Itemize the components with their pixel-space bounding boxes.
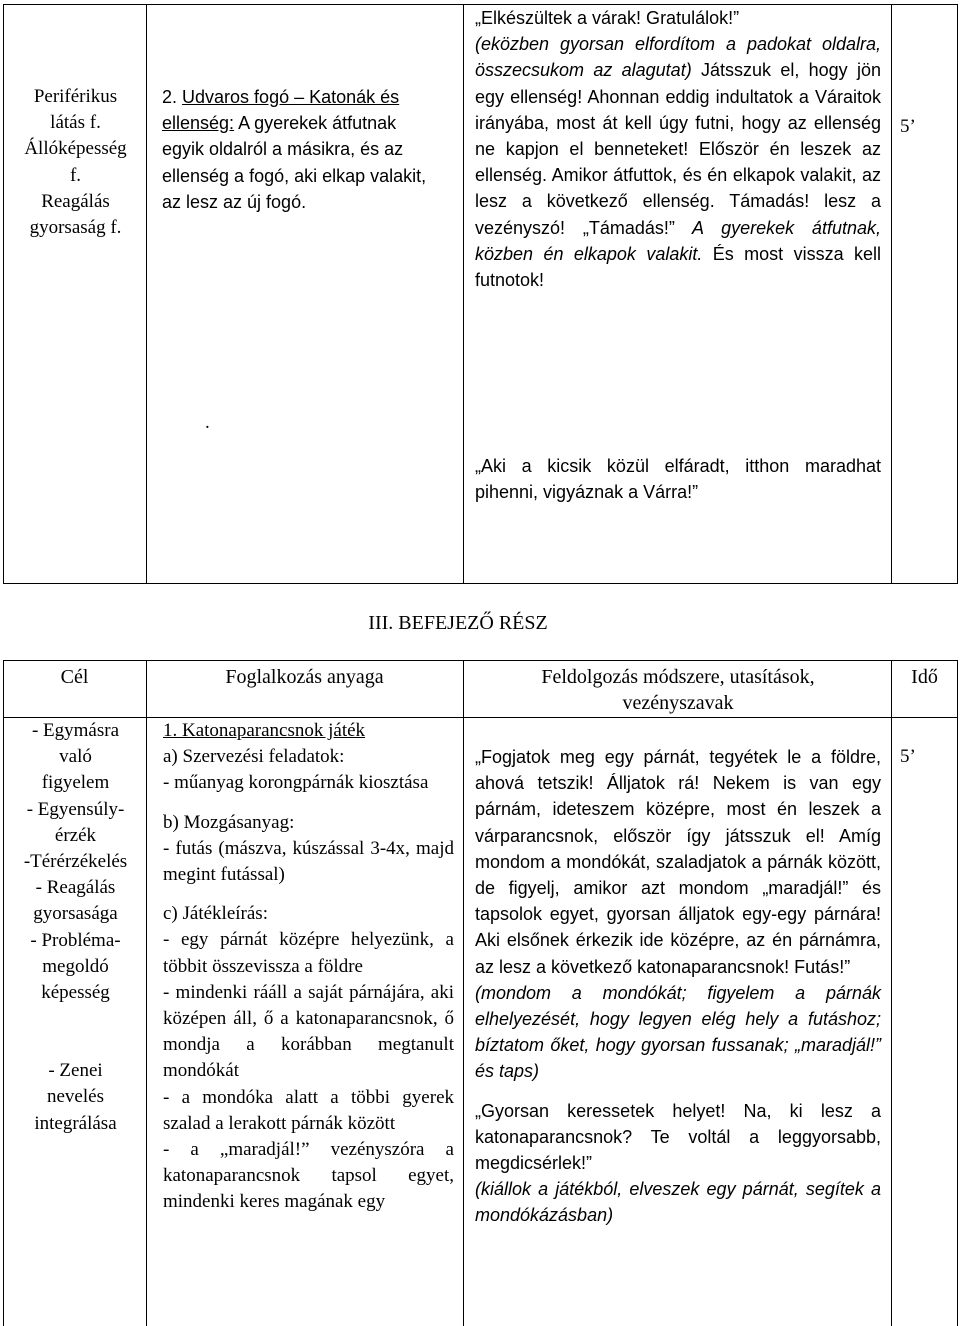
t2-header-material: Foglalkozás anyaga <box>225 666 384 688</box>
t2-col-divider-3 <box>891 660 892 1326</box>
t2-move-title: b) Mozgásanyag: <box>163 811 295 833</box>
t2-move-item: - futás (mászva, kúszással 3-4x, majd megint futással) <box>163 837 454 886</box>
t1-method-line1: „Elkészültek a várak! Gratulálok!” <box>475 8 740 28</box>
t2-goal-line: - Egyensúly- <box>26 798 125 820</box>
t2-goal-line: integrálása <box>34 1112 117 1134</box>
t1-dot: . <box>205 412 210 433</box>
spacer <box>163 888 454 901</box>
t1-material-cell <box>162 84 438 215</box>
t2-header-goal: Cél <box>60 666 89 688</box>
t2-goal-line: - Probléma- <box>30 929 121 951</box>
t1-method-cell <box>475 5 881 293</box>
t1-game-number: 2. <box>162 87 178 107</box>
t2-col-divider-2 <box>463 660 464 1326</box>
t2-header-divider <box>3 717 958 718</box>
section-title: III. BEFEJEZŐ RÉSZ <box>368 612 548 634</box>
t2-desc-item: - egy párnát középre helyezünk, a többit összevissza a földre <box>163 929 454 977</box>
t2-goal-line: - Egymásra <box>31 720 120 741</box>
t1-goal-line: f. <box>69 164 82 186</box>
spacer <box>475 1085 881 1098</box>
t2-time: 5’ <box>900 746 916 767</box>
t1-method-note: (eközben gyorsan elfordítom a padokat oldalra, összecsukom az alagutat) <box>475 34 881 81</box>
t2-goal-line: érzék <box>54 824 97 846</box>
t2-header-time: Idő <box>911 666 938 688</box>
t2-desc-item: - a „maradjál!” vezényszóra a katonaparancsnok tapsol egyet, mindenki keres magának egy <box>163 1139 454 1213</box>
t2-note1: (mondom a mondókát; figyelem a párnák elhelyezését, hogy legyen elég hely a futáshoz; bíztatom őket, hogy gyorsan fussanak; „maradjál!” és taps) <box>475 982 881 1082</box>
t1-goal-line: Reagálás <box>41 190 110 212</box>
t2-method-cell <box>475 744 881 1229</box>
t1-goal-line: Állóképesség <box>24 138 127 160</box>
t2-goals-cell <box>5 718 146 1137</box>
t2-material-title: 1. Katonaparancsnok játék <box>163 720 366 741</box>
t2-goal-line: nevelés <box>47 1086 104 1108</box>
t2-desc-title: c) Játékleírás: <box>163 903 268 925</box>
t2-desc-item: - mindenki rááll a saját párnájára, aki középen áll, ő a katonaparancsnok, ő mondja a korábban megtanult mondókát <box>163 981 454 1082</box>
t1-col-divider-3 <box>891 4 892 584</box>
t1-method-instructions: Játsszuk el, hogy jön egy ellenség! Ahonnan eddig indultatok a Váraitok irányába, most át kell úgy futni, hogy az ellenség ne kapjon el benneteket! Először én leszek az ellenség. Amikor átfuttok, és én elkapok valakit, az lesz a következő ellenség. Támadás! lesz a vezényszó! „Támadás!” <box>475 60 881 238</box>
t2-goal-line: gyorsasága <box>33 903 118 925</box>
t1-time: 5’ <box>900 116 916 137</box>
t2-goal-line: való <box>59 746 92 768</box>
t1-goal-line: látás f. <box>50 112 101 134</box>
t2-goal-line: képesség <box>41 982 110 1004</box>
t1-method-end: És most vissza kell futnotok! <box>475 243 881 291</box>
t1-goal-line: Periférikus <box>33 86 118 107</box>
t2-goal-line: -Térérzékelés <box>23 851 128 873</box>
t1-col-divider-2 <box>463 4 464 584</box>
t1-goals-cell <box>5 84 146 241</box>
spacer <box>5 1032 146 1058</box>
t2-material-cell <box>163 718 454 1216</box>
t2-note2: (kiállok a játékból, elveszek egy párnát, segítek a mondókázásban) <box>475 1179 881 1226</box>
t2-speech2: „Gyorsan keressetek helyet! Na, ki lesz a katonaparancsnok? Te voltál a leggyorsabb, megdicsérlek!” <box>475 1100 881 1174</box>
t2-speech1: „Fogjatok meg egy párnát, tegyétek le a földre, ahová tetszik! Álljatok rá! Nekem is van egy párnám, ideteszem középre, most én leszek a várparancsnok, először így játsszuk el! Amíg mondom a mondókát, szaladjatok a párnák között, de figyelj, amikor azt mondom „maradjál!” és tapsolok egyet, gyorsan álljatok egy-egy párnára! Aki elsőnek érkezik ide középre, az én párnámra, az lesz a következő katonaparancsnok! Futás!” <box>475 747 881 977</box>
t1-closing: „Aki a kicsik közül elfáradt, itthon maradhat pihenni, vigyáznak a Várra!” <box>475 456 881 503</box>
t2-header-method: Feldolgozás módszere, utasítások, vezényszavak <box>541 666 815 715</box>
t2-goal-line: - Reagálás <box>35 877 116 899</box>
t2-goal-line: - Zenei <box>48 1060 103 1082</box>
spacer <box>5 1006 146 1032</box>
t2-goal-line: megoldó <box>42 955 109 977</box>
spacer <box>163 797 454 810</box>
t1-goal-line: gyorsaság f. <box>29 217 122 239</box>
t1-method-body <box>475 31 881 293</box>
t1-game-desc: A gyerekek átfutnak egyik oldalról a másikra, és az ellenség a fogó, aki elkap valakit, az lesz az új fogó. <box>162 113 427 212</box>
t1-game-title: Udvaros fogó – Katonák és ellenség: <box>162 87 400 134</box>
t2-col-divider-1 <box>146 660 147 1326</box>
t1-method-note2: A gyerekek átfutnak, közben én elkapok valakit. <box>475 217 881 264</box>
t2-org-item: - műanyag korongpárnák kiosztása <box>163 772 429 794</box>
t1-col-divider-1 <box>146 4 147 584</box>
t2-goal-line: figyelem <box>41 772 110 794</box>
t2-desc-item: - a mondóka alatt a többi gyerek szalad a lerakott párnák között <box>163 1086 454 1134</box>
t2-org-title: a) Szervezési feladatok: <box>163 746 345 768</box>
